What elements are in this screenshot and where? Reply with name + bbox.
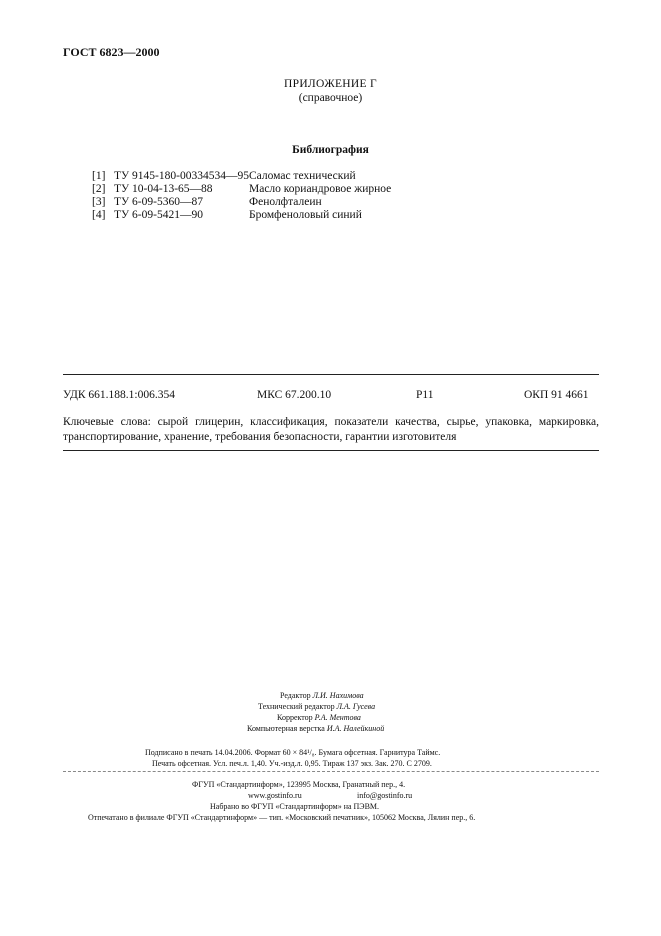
corrector-label: Корректор <box>277 713 313 722</box>
divider-bottom <box>63 450 599 451</box>
ref-code: ТУ 6-09-5421—90 <box>114 209 203 221</box>
corrector-name: Р.А. Ментова <box>314 713 361 722</box>
web-address: www.gostinfo.ru <box>248 791 302 800</box>
email-address: info@gostinfo.ru <box>357 791 413 800</box>
udk-code: УДК 661.188.1:006.354 <box>63 389 175 401</box>
ref-number: [2] <box>92 183 106 195</box>
ref-number: [1] <box>92 170 106 182</box>
ref-name: Фенолфталеин <box>249 196 322 208</box>
keywords: Ключевые слова: сырой глицерин, классификация, показатели качества, сырье, упаковка, маркировка, транспортирование, хранение, требования безопасности, гарантии изготовителя <box>63 416 599 443</box>
ref-name: Бромфеноловый синий <box>249 209 362 221</box>
printed-line: Отпечатано в филиале ФГУП «Стандартинформ» — тип. «Московский печатник», 105062 Москва, Лялин пер., 6. <box>88 813 476 822</box>
mks-code: МКС 67.200.10 <box>257 389 332 401</box>
annex-subtitle: (справочное) <box>298 92 363 104</box>
ref-code: ТУ 9145-180-00334534—95 <box>114 170 249 182</box>
layout-line <box>247 724 384 733</box>
group-code: Р11 <box>416 389 434 401</box>
corrector-line <box>277 713 361 722</box>
signed-line: Подписано в печать 14.04.2006. Формат 60 × 84¹/₈. Бумага офсетная. Гарнитура Таймс. <box>145 748 441 757</box>
editor-name: Л.И. Нахимова <box>312 691 364 700</box>
editor-line <box>280 691 364 700</box>
ref-code: ТУ 6-09-5360—87 <box>114 196 203 208</box>
publisher-line: ФГУП «Стандартинформ», 123995 Москва, Гранатный пер., 4. <box>192 780 406 789</box>
tech-editor-name: Л.А. Гусева <box>336 702 376 711</box>
annex-title: ПРИЛОЖЕНИЕ Г <box>284 78 377 90</box>
ref-number: [3] <box>92 196 106 208</box>
tech-editor-label: Технический редактор <box>258 702 335 711</box>
ref-name: Саломас технический <box>249 170 356 182</box>
classification-row <box>0 389 661 403</box>
layout-label: Компьютерная верстка <box>247 724 325 733</box>
okp-code: ОКП 91 4661 <box>524 389 589 401</box>
imprint-divider <box>63 771 599 772</box>
ref-name: Масло кориандровое жирное <box>249 183 392 195</box>
ref-code: ТУ 10-04-13-65—88 <box>114 183 213 195</box>
document-code: ГОСТ 6823—2000 <box>63 45 160 59</box>
editor-label: Редактор <box>280 691 311 700</box>
typeset-line: Набрано во ФГУП «Стандартинформ» на ПЭВМ. <box>210 802 380 811</box>
print-line: Печать офсетная. Усл. печ.л. 1,40. Уч.-изд.л. 0,95. Тираж 137 экз. Зак. 270. С 2709. <box>152 759 432 768</box>
tech-editor-line <box>258 702 375 711</box>
ref-number: [4] <box>92 209 106 221</box>
layout-name: И.А. Налейкиной <box>326 724 385 733</box>
divider-top <box>63 374 599 375</box>
bibliography-heading: Библиография <box>292 144 369 156</box>
